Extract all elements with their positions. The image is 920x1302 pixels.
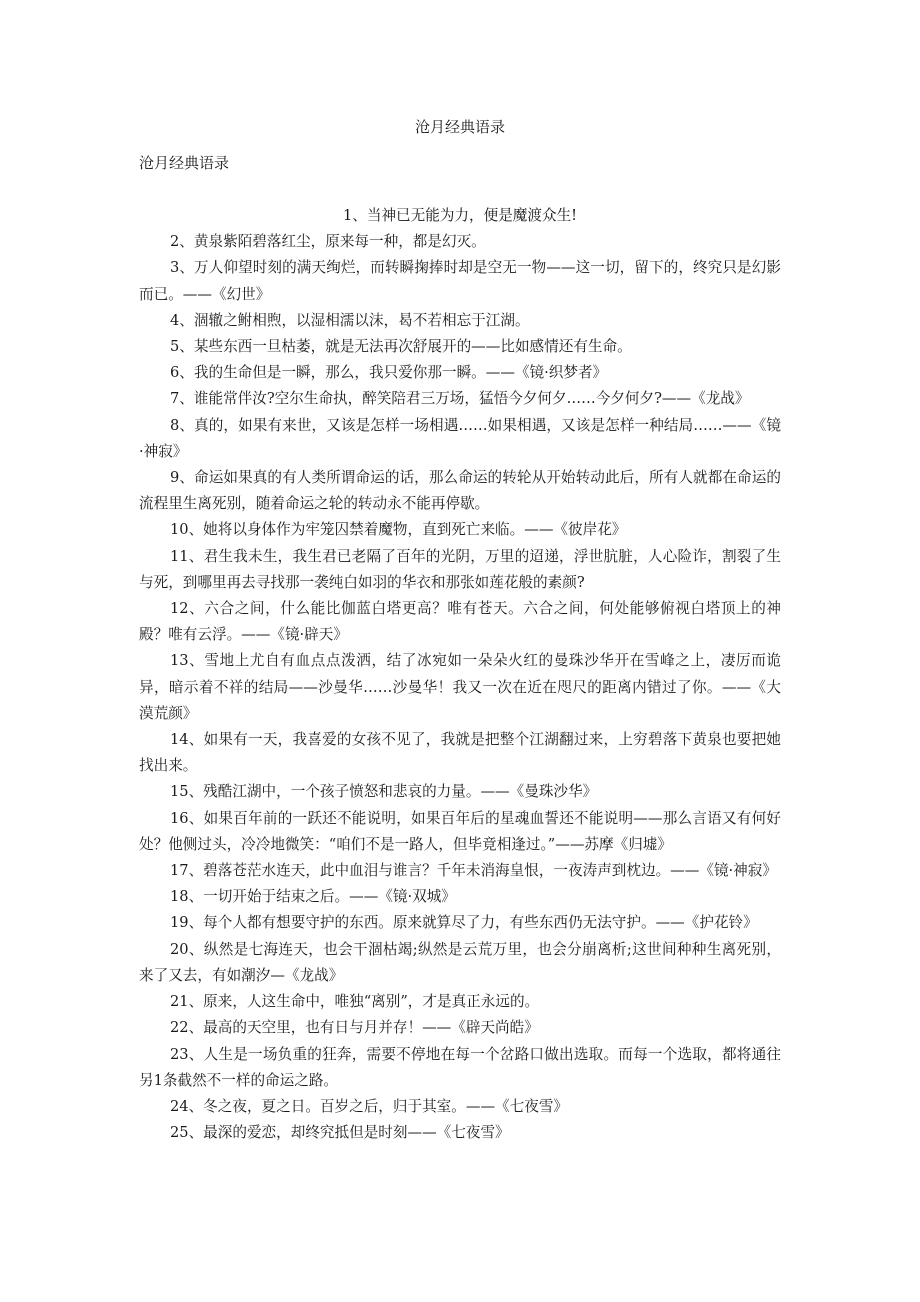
quote-item: 5、某些东西一旦枯萎，就是无法再次舒展开的——比如感情还有生命。 bbox=[170, 338, 632, 356]
quote-item: 15、残酷江湖中，一个孩子愤怒和悲哀的力量。——《曼珠沙华》 bbox=[170, 783, 598, 801]
quote-list bbox=[139, 203, 781, 1146]
quote-item: 16、如果百年前的一跃还不能说明，如果百年后的星魂血誓还不能说明——那么言语又有何好处？他侧过头，冷冷地微笑：“咱们不是一路人，但毕竟相逢过。”——苏摩《归墟》 bbox=[139, 809, 781, 853]
quote-item: 19、每个人都有想要守护的东西。原来就算尽了力，有些东西仍无法守护。——《护花铃》 bbox=[170, 914, 758, 932]
document-title: 沧月经典语录 bbox=[414, 118, 505, 136]
quote-item: 14、如果有一天，我喜爱的女孩不见了，我就是把整个江湖翻过来，上穷碧落下黄泉也要把她找出来。 bbox=[139, 731, 781, 775]
document-subtitle: 沧月经典语录 bbox=[139, 154, 230, 172]
quote-item: 8、真的，如果有来世，又该是怎样一场相遇……如果相遇，又该是怎样一种结局……——《镜·神寂》 bbox=[139, 416, 781, 460]
quote-item: 10、她将以身体作为牢笼囚禁着魔物，直到死亡来临。——《彼岸花》 bbox=[170, 521, 627, 539]
quote-item: 4、涸辙之鲋相煦，以湿相濡以沫，曷不若相忘于江湖。 bbox=[170, 311, 530, 329]
quote-item: 22、最高的天空里，也有日与月并存！——《辟天尚皓》 bbox=[170, 1019, 539, 1037]
quote-item: 24、冬之夜，夏之日。百岁之后，归于其室。——《七夜雪》 bbox=[170, 1097, 569, 1115]
quote-item: 23、人生是一场负重的狂奔，需要不停地在每一个岔路口做出选取。而每一个选取，都将通往另1条截然不一样的命运之路。 bbox=[139, 1045, 781, 1089]
quote-item: 18、一切开始于结束之后。——《镜·双城》 bbox=[170, 888, 456, 906]
quote-item: 6、我的生命但是一瞬，那么，我只爱你那一瞬。——《镜·织梦者》 bbox=[170, 364, 608, 382]
quote-item: 21、原来，人这生命中，唯独“离别”，才是真正永远的。 bbox=[170, 993, 540, 1011]
quote-item: 2、黄泉紫陌碧落红尘，原来每一种，都是幻灭。 bbox=[170, 233, 486, 251]
quote-item: 7、谁能常伴汝?空尔生命执，醉笑陪君三万场，猛悟今夕何夕……今夕何夕?——《龙战》 bbox=[170, 390, 750, 408]
quote-item: 25、最深的爱恋，却终究抵但是时刻——《七夜雪》 bbox=[170, 1124, 510, 1142]
quote-item: 1、当神已无能为力，便是魔渡众生! bbox=[342, 207, 578, 224]
quote-item: 13、雪地上尤自有血点点泼洒，结了冰宛如一朵朵火红的曼珠沙华开在雪峰之上，凄厉而诡异，暗示着不祥的结局——沙曼华……沙曼华！我又一次在近在咫尺的距离内错过了你。——《大漠荒颜》 bbox=[139, 652, 781, 722]
quote-item: 11、君生我未生，我生君已老隔了百年的光阴，万里的迢递，浮世肮脏，人心险诈，割裂了生与死，到哪里再去寻找那一袭纯白如羽的华衣和那张如莲花般的素颜? bbox=[139, 547, 781, 591]
quote-item: 3、万人仰望时刻的满天绚烂，而转瞬掬捧时却是空无一物——这一切，留下的，终究只是幻影而已。——《幻世》 bbox=[139, 259, 781, 303]
quote-item: 12、六合之间，什么能比伽蓝白塔更高？唯有苍天。六合之间，何处能够俯视白塔顶上的神殿？唯有云浮。——《镜·辟天》 bbox=[139, 600, 781, 644]
quote-item: 17、碧落苍茫水连天，此中血泪与谁言？千年未消海皇恨，一夜涛声到枕边。——《镜·神寂》 bbox=[170, 862, 777, 880]
quote-item: 20、纵然是七海连天，也会干涸枯竭;纵然是云荒万里，也会分崩离析;这世间种种生离死别，来了又去，有如潮汐—《龙战》 bbox=[139, 940, 781, 984]
quote-item: 9、命运如果真的有人类所谓命运的话，那么命运的转轮从开始转动此后，所有人就都在命运的流程里生离死别，随着命运之轮的转动永不能再停歇。 bbox=[139, 469, 781, 513]
